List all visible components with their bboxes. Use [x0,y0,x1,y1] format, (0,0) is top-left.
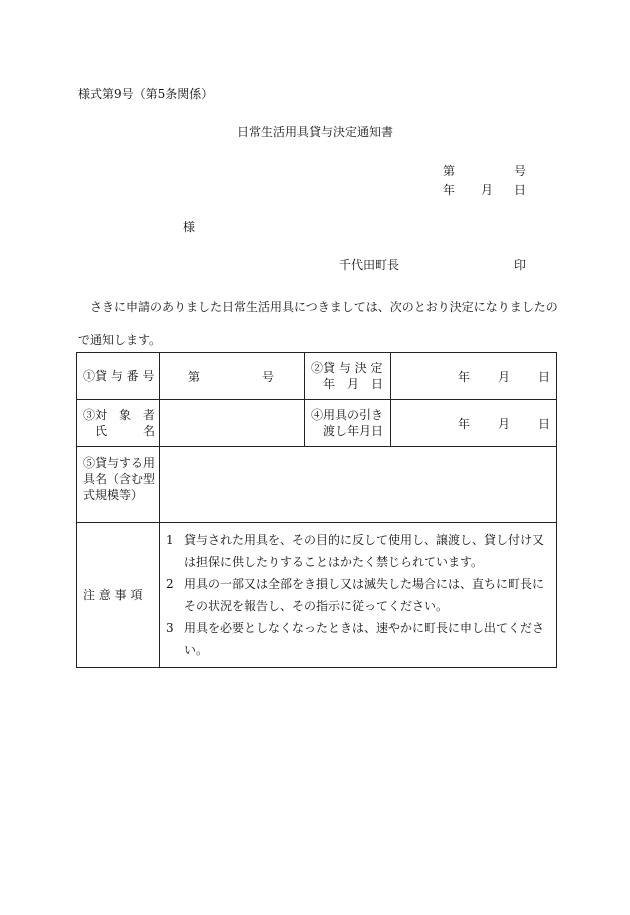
decision-table [76,352,557,668]
item-name-cell[interactable] [160,447,557,523]
note-item: 2 用具の一部又は全部をき損し又は滅失した場合には、直ちに町長にその状況を報告し、その指示に従ってください。 [166,577,545,613]
loan-number-suffix: 号 [261,369,274,384]
date-day: 日 [514,183,527,197]
note-item: 3 用具を必要としなくなったときは、速やかに町長に申し出てください。 [166,621,545,657]
body-text: さきに申請のありました日常生活用具につきましては、次のとおり決定になりましたので通知します。 [78,300,558,347]
handover-date-cell[interactable]: 年 月 日 [391,400,557,447]
seal-mark: 印 [514,258,527,272]
handover-date-label: ④用具の引き 渡し年月日 [305,400,391,447]
loan-number-label: ①貸 与 番 号 [77,353,160,400]
notes-label: 注 意 事 項 [77,523,160,668]
loan-number-prefix: 第 [188,369,201,384]
table-row [77,523,557,668]
table-row [77,400,557,447]
number-suffix: 号 [514,164,527,178]
loan-number-cell[interactable] [160,353,305,400]
target-person-cell[interactable] [160,400,305,447]
form-number: 様式第9号（第5条関係） [78,87,214,101]
number-prefix: 第 [443,164,456,178]
issuer: 千代田町長 [339,258,400,272]
item-name-label: ⑤貸与する用具名（含む型式規模等） [77,447,160,523]
date-month: 月 [481,183,494,197]
decision-date-cell[interactable]: 年 月 日 [391,353,557,400]
target-person-label: ③対 象 者 氏 名 [77,400,160,447]
note-item: 1 貸与された用具を、その目的に反して使用し、譲渡し、貸し付け又は担保に供したりすることはかたく禁じられています。 [166,533,545,569]
document-title: 日常生活用具貸与決定通知書 [236,125,393,139]
date-year: 年 [443,183,456,197]
notes-cell [160,523,557,668]
addressee-suffix: 様 [183,220,196,234]
table-row [77,353,557,400]
decision-date-label: ②貸 与 決 定 年 月 日 [305,353,391,400]
table-row [77,447,557,523]
